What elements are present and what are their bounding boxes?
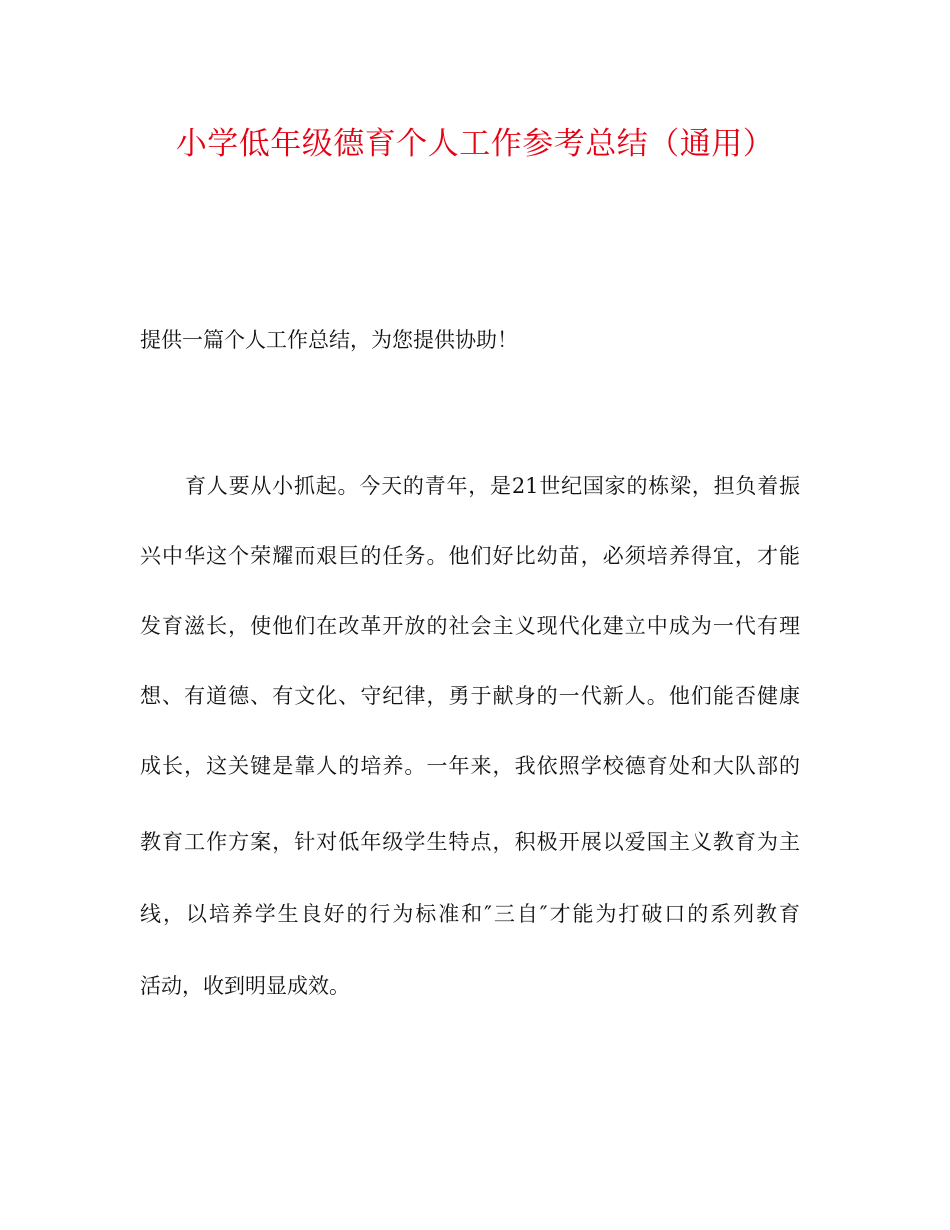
intro-text: 提供一篇个人工作总结，为您提供协助！ xyxy=(140,328,518,352)
paragraph-line-7: 线，以培养学生良好的行为标准和″三自″才能为打破口的系列教育 xyxy=(140,902,800,926)
paragraph-line-1: 育人要从小抓起。今天的青年，是21世纪国家的栋梁，担负着振 xyxy=(185,474,800,498)
paragraph-line-8: 活动，收到明显成效。 xyxy=(140,974,350,998)
paragraph-line-3: 发育滋长，使他们在改革开放的社会主义现代化建立中成为一代有理 xyxy=(140,614,800,638)
paragraph-line-6: 教育工作方案，针对低年级学生特点，积极开展以爱国主义教育为主 xyxy=(140,830,800,854)
paragraph-line-4: 想、有道德、有文化、守纪律，勇于献身的一代新人。他们能否健康 xyxy=(140,684,800,708)
document-title: 小学低年级德育个人工作参考总结（通用） xyxy=(175,126,775,162)
paragraph-line-5: 成长，这关键是靠人的培养。一年来，我依照学校德育处和大队部的 xyxy=(140,754,800,778)
paragraph-line-2: 兴中华这个荣耀而艰巨的任务。他们好比幼苗，必须培养得宜，才能 xyxy=(140,544,800,568)
